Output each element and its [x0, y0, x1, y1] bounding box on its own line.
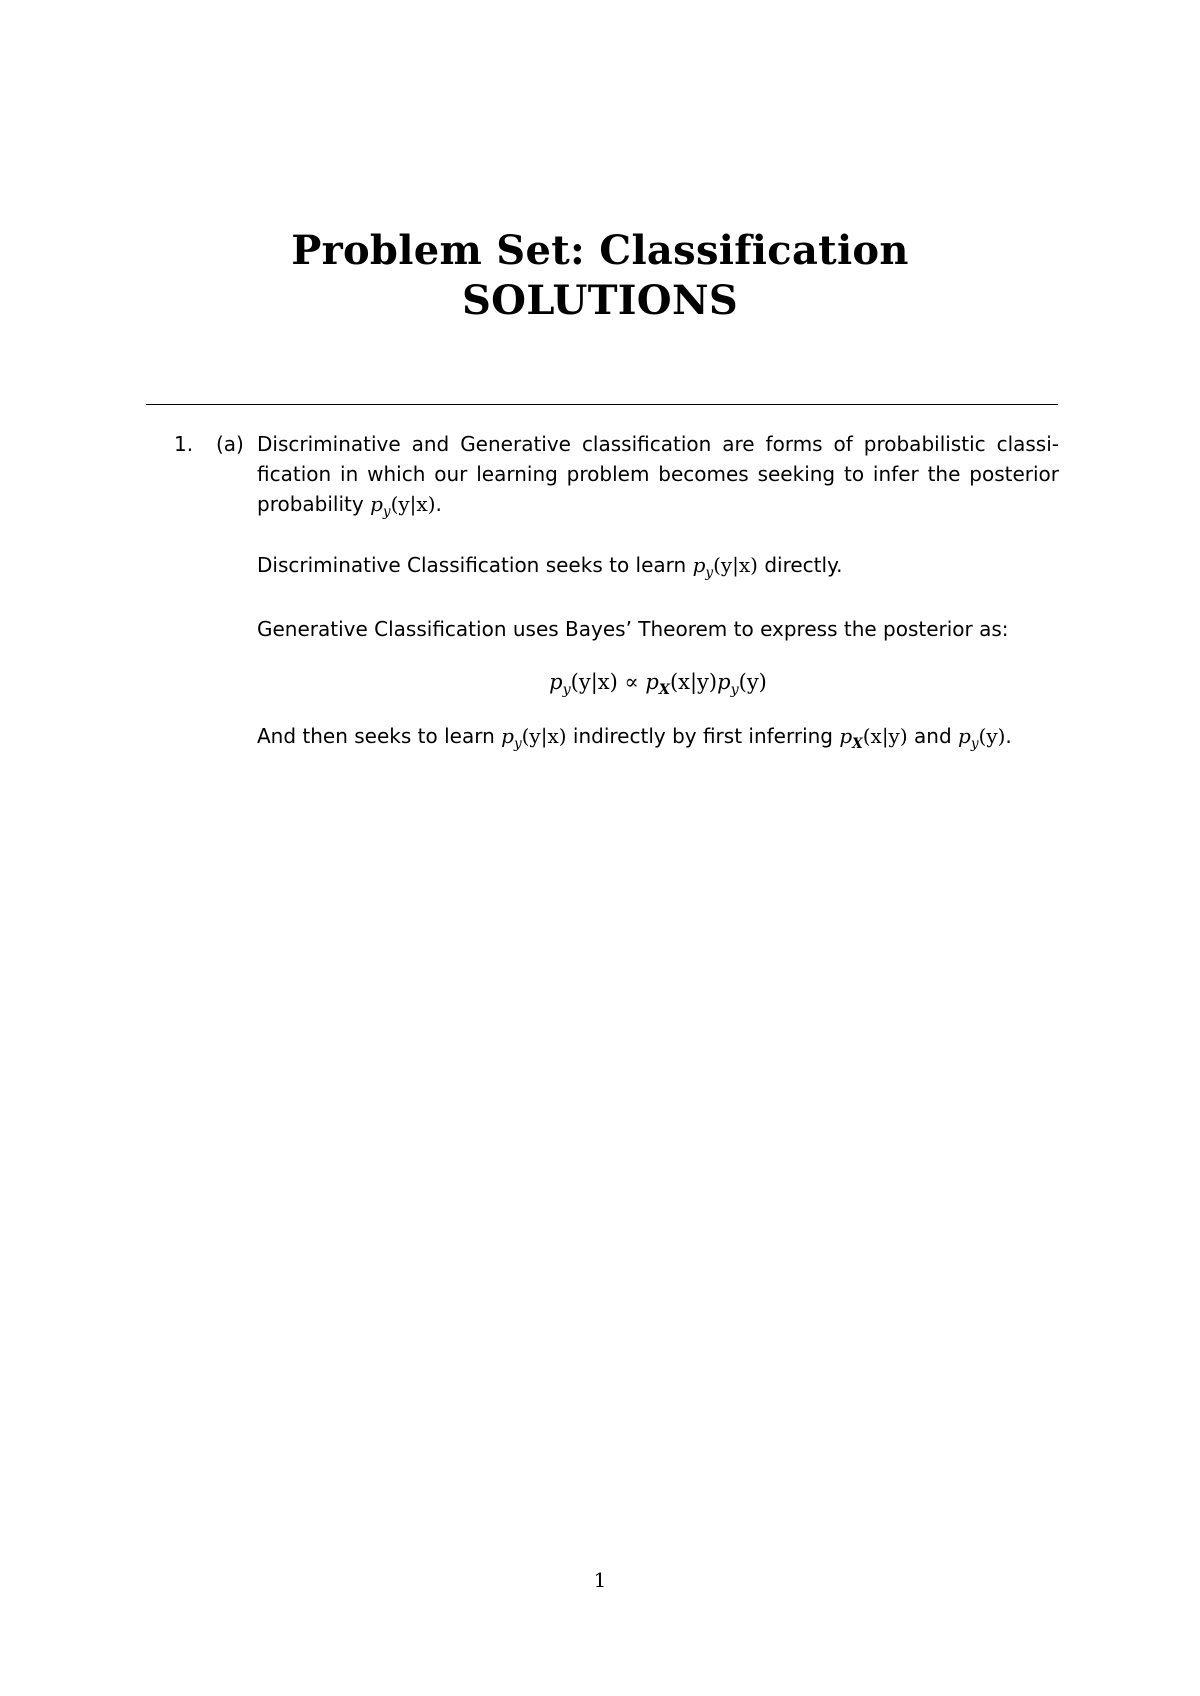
problem-number: 1.: [174, 432, 194, 456]
posterior-expression: $p_y(y|x)$: [501, 724, 567, 752]
likelihood-expression: $p_X(x|y)$: [839, 724, 908, 752]
page-subtitle: SOLUTIONS: [461, 277, 739, 324]
bayes-equation: $p_y(y|x) \propto p_X(x|y)p_y(y)$: [549, 670, 767, 698]
prior-expression: $p_y(y)$: [958, 724, 1006, 752]
page-title: Problem Set: Classification: [291, 227, 909, 274]
paragraph-definition-text: Discriminative and Generative classification are forms of probabilistic classi-fication in which our learning problem becomes seeking to infer the posterior probability: [257, 432, 1059, 516]
paragraph-discriminative: Discriminative Classification seeks to learn $p_y(y|x)$ directly.: [257, 553, 843, 581]
paragraph-indirect: And then seeks to learn $p_y(y|x)$ indirectly by first inferring $p_X(x|y)$ and $p_y(y)$.: [257, 724, 1012, 752]
part-label: (a): [216, 432, 244, 456]
horizontal-rule: [146, 404, 1058, 405]
posterior-expression: $p_y(y|x)$: [692, 553, 758, 581]
posterior-expression: $p_y(y|x)$: [370, 492, 436, 520]
paragraph-generative: Generative Classification uses Bayes’ Theorem to express the posterior as:: [257, 617, 1009, 641]
paragraph-definition: Discriminative and Generative classification are forms of probabilistic classi-fication in which our learning problem becomes seeking to infer the posterior probability $p_y(y|x)$.: [257, 432, 1059, 520]
page-number: 1: [593, 1568, 607, 1592]
propto-symbol: ∝: [624, 670, 639, 694]
title-block: [0, 226, 1200, 326]
